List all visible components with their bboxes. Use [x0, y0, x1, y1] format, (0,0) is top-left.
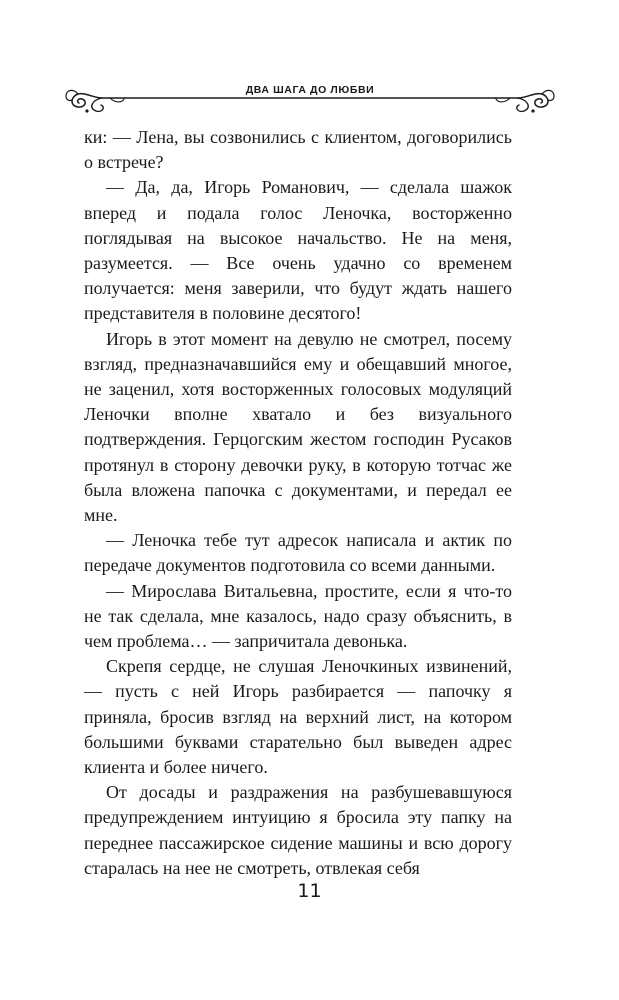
page-number: 11 — [297, 880, 322, 902]
paragraph: Скрепя сердце, не слушая Леночкиных извинений, — пусть с ней Игорь разбирается — папочку я приняла, бросив взгляд на верхний лист, на котором большими буквами старательно был выведен адрес клиента и более ничего. — [84, 656, 512, 778]
paragraph: — Леночка тебе тут адресок написала и актик по передаче документов подготовила со всеми данными. — [84, 530, 512, 576]
paragraph: — Да, да, Игорь Романович, — сделала шажок вперед и подала голос Леночка, восторженно поглядывая на высокое начальство. Не на меня, разумеется. — Все очень удачно со временем получается: меня заверили, что будут ждать нашего представителя в половине десятого! — [84, 177, 512, 324]
paragraph: От досады и раздражения на разбушевавшуюся предупреждением интуицию я бросила эту папку на переднее пассажирское сидение машины и всю дорогу старалась на нее не смотреть, отвлекая себя — [84, 782, 512, 878]
paragraph: ки: — Лена, вы созвонились с клиентом, договорились о встрече? — [84, 127, 512, 173]
running-header — [60, 70, 560, 120]
running-header-title: ДВА ШАГА ДО ЛЮБВИ — [245, 84, 375, 96]
page-text — [84, 125, 512, 881]
paragraph: Игорь в этот момент на девулю не смотрел, посему взгляд, предназначавшийся ему и обещавший многое, не заценил, хотя восторженных голосовых модуляций Леночки вполне хватало и без визуального подтверждения. Герцогским жестом господин Русаков протянул в сторону девочки руку, в которую тотчас же была вложена папочка с документами, и передал ее мне. — [84, 328, 512, 526]
paragraph: — Мирослава Витальевна, простите, если я что-то не так сделала, мне казалось, надо сразу объяснить, в чем проблема… — запричитала девонька. — [84, 580, 512, 652]
